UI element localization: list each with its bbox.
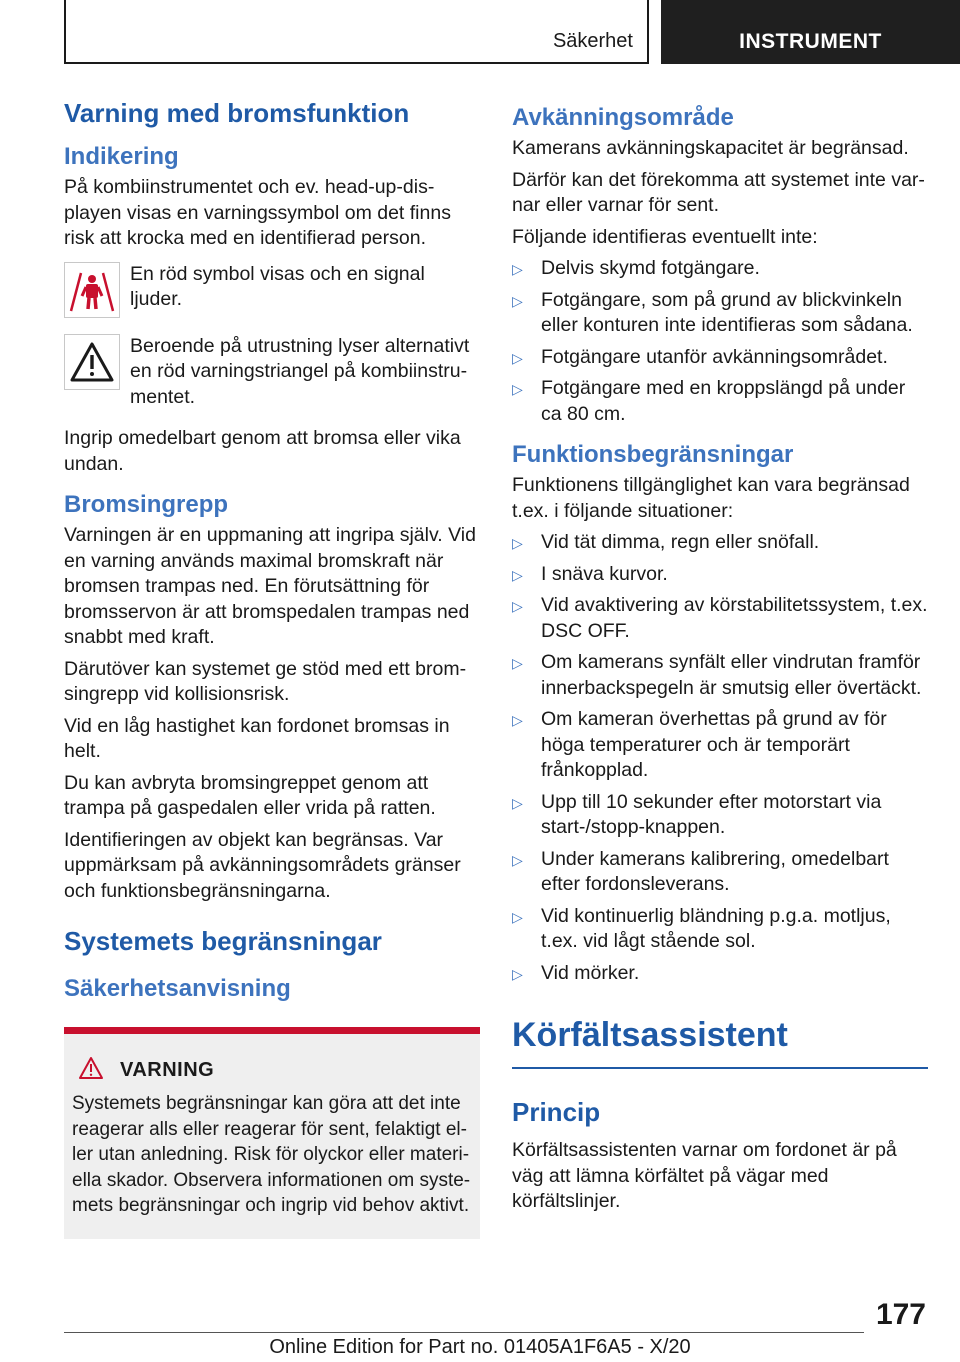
heading-avkanningsomrade: Avkänningsområde <box>512 104 734 131</box>
paragraph-bromsingrepp-2: Därutöver kan systemet ge stöd med ett bromsingrepp vid kollisionsrisk. <box>64 657 467 705</box>
heading-funktionsbegransningar: Funktionsbegränsningar <box>512 441 794 468</box>
paragraph-bromsingrepp-1: Varningen är en uppmaning att ingripa själv. Vid en varning används maximal bromskraft när bromsen trampas ned. En förutsättning för bromsservon är att bromspedalen trampas ned snabbt med kraft. <box>64 524 476 648</box>
list-item: ▷ Vid avaktivering av körstabilitetssystem, t.ex. DSC OFF. <box>512 594 928 642</box>
paragraph-avkanning-1: Kamerans avkänningskapacitet är begränsad. <box>512 137 909 159</box>
footer-edition: Online Edition for Part no. 01405A1F6A5 - X/20 <box>269 1336 691 1358</box>
paragraph-bromsingrepp-5: Identifieringen av objekt kan begränsas. Var uppmärksam på avkänningsområdets gränser och funktionsbegränsningarna. <box>64 828 461 902</box>
heading-princip: Princip <box>512 1097 601 1127</box>
paragraph-indikering-outro: Ingrip omedelbart genom att bromsa eller vika undan. <box>64 427 461 475</box>
warning-text: Systemets begränsningar kan göra att det inte reagerar alls eller reagerar för sent, felaktigt eller utan anledning. Risk för olyckor eller materiella skador. Observera informationen om systemets begränsningar och ingrip vid behov aktivt. <box>72 1093 471 1216</box>
bullet-icon: ▷ <box>512 381 523 397</box>
heading-indikering: Indikering <box>64 143 179 170</box>
warning-label: VARNING <box>120 1059 215 1081</box>
bullet-icon: ▷ <box>512 965 523 982</box>
list-item: ▷ Fotgängare utanför avkänningsområdet. <box>512 345 928 371</box>
bullet-icon: ▷ <box>512 598 523 614</box>
bullet-icon: ▷ <box>512 292 523 309</box>
list-item: ▷ Upp till 10 sekunder efter motorstart via start-/stopp-knappen. <box>512 790 882 838</box>
list-item: ▷ Fotgängare med en kroppslängd på under ca 80 cm. <box>512 377 906 425</box>
heading-bromsingrepp: Bromsingrepp <box>64 491 229 518</box>
chapter-title-korfaltsassistent: Körfältsassistent <box>512 1016 928 1069</box>
list-item: ▷ Om kamerans synfält eller vindrutan framför innerbackspegeln är smutsig eller övertäckt. <box>512 651 922 699</box>
list-item: ▷ Om kameran överhettas på grund av för höga temperaturer och är temporärt frånkopplad. <box>512 708 887 781</box>
heading-sakerhetsanvisning: Säkerhetsanvisning <box>64 975 291 1002</box>
bullet-icon: ▷ <box>512 349 523 366</box>
paragraph-funktion-1: Funktionens tillgänglighet kan vara begränsad t.ex. i följande situationer: <box>512 474 910 522</box>
paragraph-princip: Körfältsassistenten varnar om fordonet är på väg att lämna körfältet på vägar med körfältslinjer. <box>512 1139 897 1212</box>
bullet-icon: ▷ <box>512 712 523 728</box>
list-item: ▷ Under kamerans kalibrering, omedelbart efter fordonsleverans. <box>512 847 889 895</box>
icon-row-triangle <box>64 334 480 411</box>
bullet-icon: ▷ <box>512 535 523 551</box>
list-funktion <box>512 530 928 986</box>
list-item: ▷ Vid kontinuerlig bländning p.g.a. motljus, t.ex. vid lågt stående sol. <box>512 904 891 952</box>
list-item: ▷ Delvis skymd fotgängare. <box>512 256 928 282</box>
section-title-systemets: Systemets begränsningar <box>64 926 382 956</box>
page-number: 177 <box>875 1298 926 1331</box>
header-section-tab <box>64 0 649 64</box>
bullet-icon: ▷ <box>512 794 523 811</box>
warning-box <box>64 1027 480 1239</box>
paragraph-icon1-text: En röd symbol visas och en signal ljuder. <box>130 262 425 310</box>
header-chapter-label: INSTRUMENT <box>739 30 882 53</box>
bullet-icon: ▷ <box>512 851 523 868</box>
footer-divider <box>64 1332 864 1333</box>
header-chapter-tab <box>661 0 960 64</box>
list-item: ▷ Vid tät dimma, regn eller snöfall. <box>512 530 928 556</box>
paragraph-avkanning-3: Följande identifieras eventuellt inte: <box>512 225 818 248</box>
paragraph-avkanning-2: Därför kan det förekomma att systemet inte varnar eller varnar för sent. <box>512 168 925 216</box>
warning-triangle-icon <box>64 334 120 390</box>
pedestrian-warning-icon <box>64 262 120 318</box>
bullet-icon: ▷ <box>512 261 523 277</box>
paragraph-icon2-text: Beroende på utrustning lyser alternativt en röd varningstriangel på kombiinstrumentet. <box>130 334 470 408</box>
paragraph-indikering-intro: På kombiinstrumentet och ev. head-up-displayen visas en varningssymbol om det finns risk att krocka med en identifierad person. <box>64 176 451 249</box>
header-section-label: Säkerhet <box>552 30 633 52</box>
warning-triangle-icon <box>78 1056 104 1085</box>
bullet-icon: ▷ <box>512 566 523 583</box>
right-column <box>512 104 928 1221</box>
paragraph-bromsingrepp-4: Du kan avbryta bromsingreppet genom att trampa på gaspedalen eller vrida på ratten. <box>64 771 436 819</box>
left-column <box>64 98 480 1239</box>
section-title-varning: Varning med bromsfunktion <box>64 98 410 128</box>
list-item: ▷ Fotgängare, som på grund av blickvinkeln eller konturen inte identifieras som sådana. <box>512 288 913 336</box>
paragraph-bromsingrepp-3: Vid en låg hastighet kan fordonet bromsas in helt. <box>64 714 450 762</box>
bullet-icon: ▷ <box>512 908 523 925</box>
list-item: ▷ Vid mörker. <box>512 961 928 987</box>
list-avkanning <box>512 256 928 427</box>
list-item: ▷ I snäva kurvor. <box>512 562 928 588</box>
icon-row-pedestrian <box>64 262 480 318</box>
bullet-icon: ▷ <box>512 655 523 671</box>
warning-header <box>72 1056 472 1085</box>
